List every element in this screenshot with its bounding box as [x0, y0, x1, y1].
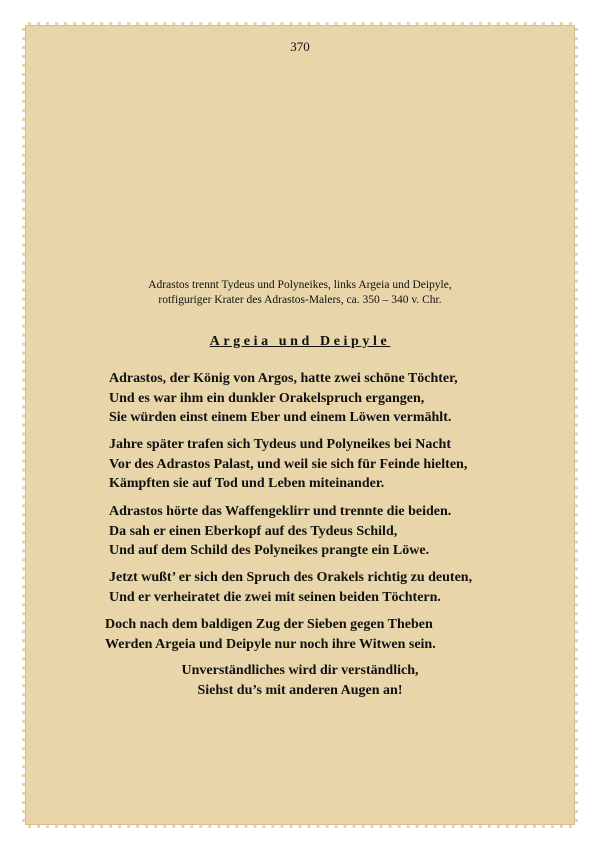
verse-line: Adrastos, der König von Argos, hatte zwei schöne Töchter,: [109, 371, 458, 386]
verse-line: Kämpften sie auf Tod und Leben miteinander.: [109, 476, 385, 491]
verse-line: Sie würden einst einem Eber und einem Löwen vermählt.: [109, 410, 452, 425]
verse-line: Und er verheiratet die zwei mit seinen beiden Töchtern.: [109, 589, 441, 605]
stanza-5: [105, 615, 436, 654]
stanza-3: [109, 502, 451, 561]
caption-line-2: rotfiguriger Krater des Adrastos-Malers, ca. 350 – 340 v. Chr.: [158, 294, 442, 306]
verse-line: Unverständliches wird dir verständlich,: [181, 663, 419, 678]
verse-line: Jetzt wußt’ er sich den Spruch des Orakels richtig zu deuten,: [109, 570, 473, 585]
verse-line: Und auf dem Schild des Polyneikes prangte ein Löwe.: [109, 543, 430, 558]
closing-couplet: [25, 661, 575, 700]
verse-line: Jahre später trafen sich Tydeus und Polyneikes bei Nacht: [109, 437, 451, 452]
verse-line: Adrastos hörte das Waffengeklirr und trennte die beiden.: [109, 504, 452, 519]
verse-line: Werden Argeia und Deipyle nur noch ihre Witwen sein.: [105, 636, 436, 652]
book-page: [22, 22, 578, 828]
poem-title: Argeia und Deipyle: [209, 334, 391, 349]
page-number: 370: [290, 39, 310, 54]
figure-image-area: [85, 75, 521, 275]
stanza-1: [109, 369, 458, 428]
stanza-4: [109, 568, 472, 607]
verse-line: Siehst du’s mit anderen Augen an!: [197, 682, 403, 698]
verse-line: Und es war ihm ein dunkler Orakelspruch ergangen,: [109, 390, 425, 406]
verse-line: Vor des Adrastos Palast, und weil sie sich für Feinde hielten,: [109, 456, 468, 472]
verse-line: Da sah er einen Eberkopf auf des Tydeus Schild,: [109, 523, 398, 539]
verse-line: Doch nach dem baldigen Zug der Sieben gegen Theben: [105, 617, 433, 632]
caption-line-1: Adrastos trennt Tydeus und Polyneikes, links Argeia und Deipyle,: [148, 279, 452, 291]
stanza-2: [109, 435, 467, 494]
figure-caption: [25, 278, 575, 308]
